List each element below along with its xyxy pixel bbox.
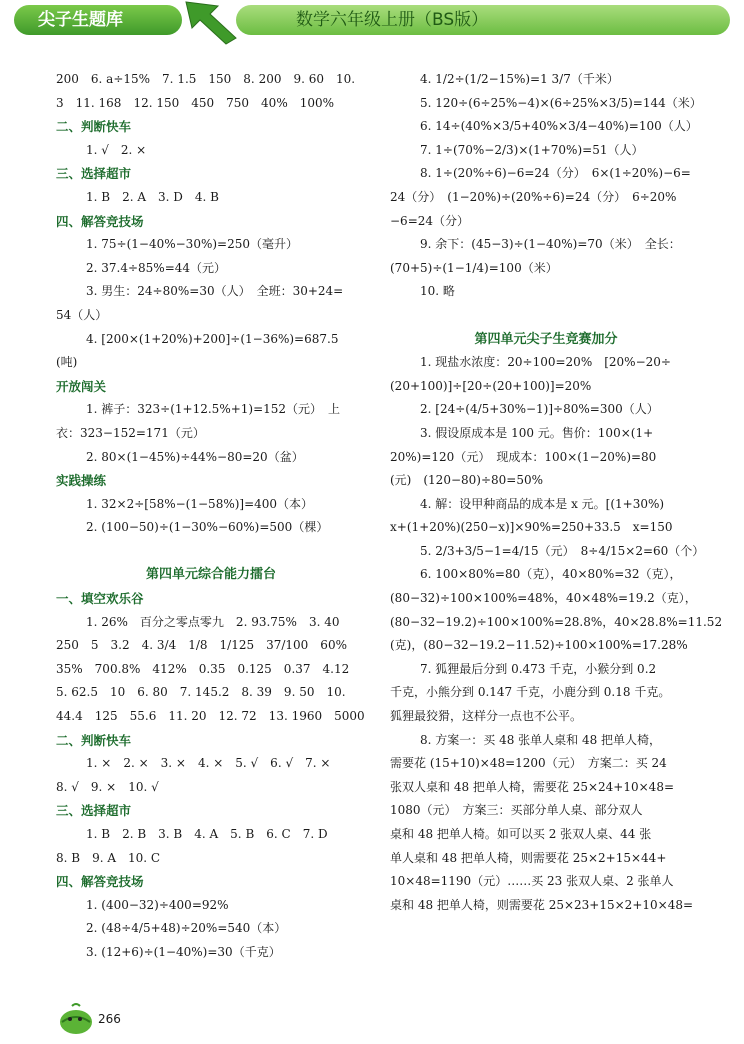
answer-line: 24（分） (1−20%)÷(20%÷6)=24（分） 6÷20% xyxy=(390,189,677,204)
left-column xyxy=(56,68,366,965)
section-heading: 四、解答竞技场 xyxy=(56,213,144,229)
answer-line: 1. 75÷(1−40%−30%)=250（毫升） xyxy=(86,237,298,252)
answer-line: 200 6. a÷15% 7. 1.5 150 8. 200 9. 60 10. xyxy=(56,72,356,86)
answer-line: 1. √ 2. × xyxy=(86,142,147,157)
answer-line: (80−32)÷100×100%=48%，40×48%=19.2（克）， xyxy=(390,591,697,606)
answer-line: 桌和 48 把单人椅，则需要花 25×23+15×2+10×48= xyxy=(390,897,694,912)
section-heading: 实践操练 xyxy=(56,473,107,489)
answer-line: 5. 2/3+3/5−1=4/15（元） 8÷4/15×2=60（个） xyxy=(420,543,705,558)
answer-line: 3. 男生：24÷80%=30（人） 全班：30+24= xyxy=(86,284,344,299)
answer-line: 6. 100×80%=80（克），40×80%=32（克）， xyxy=(420,567,682,582)
answer-line: 4. 1/2÷(1/2−15%)=1 3/7（千米） xyxy=(420,72,619,86)
unit-title: 第四单元综合能力擂台 xyxy=(145,567,276,583)
answer-line: 单人桌和 48 把单人椅，则需要花 25×2+15×44+ xyxy=(390,850,667,865)
answer-line: 3 11. 168 12. 150 450 750 40% 100% xyxy=(56,95,335,110)
section-heading: 三、选择超市 xyxy=(56,166,132,182)
answer-line: 需要花 (15+10)×48=1200（元） 方案二：买 24 xyxy=(390,756,667,771)
answer-line: 7. 狐狸最后分到 0.473 千克，小猴分到 0.2 xyxy=(420,661,657,676)
answer-line: 千克，小熊分到 0.147 千克，小鹿分到 0.18 千克。 xyxy=(390,685,671,700)
section-heading: 二、判断快车 xyxy=(56,119,132,135)
answer-line: (20+100)]÷[20÷(20+100)]=20% xyxy=(390,378,592,393)
answer-line: 1. (400−32)÷400=92% xyxy=(86,897,229,912)
unit-title: 第四单元尖子生竞赛加分 xyxy=(474,331,618,347)
section-heading: 四、解答竞技场 xyxy=(56,874,144,890)
answer-line: 8. B 9. A 10. C xyxy=(56,850,161,865)
answer-line: 1. × 2. × 3. × 4. × 5. √ 6. √ 7. × xyxy=(86,756,331,771)
answer-line: 2. 37.4÷85%=44（元） xyxy=(86,260,227,275)
answer-line: 5. 120÷(6÷25%−4)×(6÷25%×3/5)=144（米） xyxy=(420,95,702,110)
series-title: 尖子生题库 xyxy=(14,5,182,35)
answer-line: 4. 解：设甲种商品的成本是 x 元。[(1+30%) xyxy=(420,496,665,511)
answer-line: 2. (100−50)÷(1−30%−60%)=500（棵） xyxy=(86,520,329,535)
section-heading: 三、选择超市 xyxy=(56,803,132,819)
answer-line: 1. 32×2÷[58%−(1−58%)]=400（本） xyxy=(86,496,314,511)
answer-line: 10. 略 xyxy=(420,284,455,299)
answer-line: 35% 700.8% 412% 0.35 0.125 0.37 4.12 xyxy=(56,661,350,676)
answer-line: (80−32−19.2)÷100×100%=28.8%，40×28.8%=11.52 xyxy=(390,614,723,629)
answer-line: 3. 假设原成本是 100 元。售价：100×(1+ xyxy=(420,425,654,440)
section-heading: 一、填空欢乐谷 xyxy=(56,591,144,607)
green-arrow-icon xyxy=(178,0,240,46)
page-header xyxy=(0,0,744,46)
section-heading: 开放闯关 xyxy=(56,378,107,394)
answer-line: 4. [200×(1+20%)+200]÷(1−36%)=687.5 xyxy=(86,331,339,346)
answer-line: 衣：323−152=171（元） xyxy=(56,425,205,440)
answer-line: x+(1+20%)(250−x)]×90%=250+33.5 x=150 xyxy=(390,520,673,535)
spacer xyxy=(56,540,366,564)
answer-line: 1. B 2. B 3. B 4. A 5. B 6. C 7. D xyxy=(86,827,328,841)
answer-line: 8. 1÷(20%÷6)−6=24（分） 6×(1÷20%)−6= xyxy=(420,166,691,181)
answer-line: 2. (48÷4/5+48)÷20%=540（本） xyxy=(86,921,287,936)
answer-line: 1. 裤子：323÷(1+12.5%+1)=152（元） 上 xyxy=(86,402,341,417)
answer-line: 2. [24÷(4/5+30%−1)]÷80%=300（人） xyxy=(420,402,659,417)
book-title: 数学六年级上册（BS版） xyxy=(236,5,730,35)
answer-line: 20%)=120（元） 现成本：100×(1−20%)=80 xyxy=(390,449,657,464)
answer-line: (元) (120−80)÷80=50% xyxy=(390,473,544,488)
answer-line: 3. (12+6)÷(1−40%)=30（千克） xyxy=(86,944,281,959)
answer-line: 10×48=1190（元）……买 23 张双人桌、2 张单人 xyxy=(390,874,674,889)
answer-line: (70+5)÷(1−1/4)=100（米） xyxy=(390,260,558,275)
green-melon-mascot-icon xyxy=(58,1002,98,1036)
answer-line: 1080（元） 方案三：买部分单人桌、部分双人 xyxy=(390,803,643,818)
right-column xyxy=(390,68,723,917)
answer-line: 7. 1÷(70%−2/3)×(1+70%)=51（人） xyxy=(420,142,644,157)
answer-line: 张双人桌和 48 把单人椅，需要花 25×24+10×48= xyxy=(390,779,675,794)
answer-line: 250 5 3.2 4. 3/4 1/8 1/125 37/100 60% xyxy=(56,638,347,653)
section-heading: 二、判断快车 xyxy=(56,732,132,748)
page-number: 266 xyxy=(98,1012,121,1026)
answer-line: 1. 现盐水浓度：20÷100=20% [20%−20÷ xyxy=(420,355,671,370)
answer-line: 6. 14÷(40%×3/5+40%×3/4−40%)=100（人） xyxy=(420,119,698,134)
answer-line: (克)，(80−32−19.2−11.52)÷100×100%=17.28% xyxy=(390,638,688,653)
answer-line: −6=24（分） xyxy=(390,213,470,228)
answer-line: 8. 方案一：买 48 张单人桌和 48 把单人椅， xyxy=(420,732,662,747)
answer-line: 44.4 125 55.6 11. 20 12. 72 13. 1960 5000 xyxy=(56,709,365,724)
answer-line: 1. 26% 百分之零点零九 2. 93.75% 3. 40 xyxy=(86,614,340,629)
answer-line: 5. 62.5 10 6. 80 7. 145.2 8. 39 9. 50 10. xyxy=(56,685,346,700)
answer-line: 9. 余下：(45−3)÷(1−40%)=70（米） 全长： xyxy=(420,237,681,252)
answer-line: 8. √ 9. × 10. √ xyxy=(56,779,159,794)
answer-line: 2. 80×(1−45%)÷44%−80=20（盆） xyxy=(86,449,304,464)
answer-line: 1. B 2. A 3. D 4. B xyxy=(86,189,219,204)
spacer xyxy=(390,304,702,328)
answer-line: 桌和 48 把单人椅。如可以买 2 张双人桌、44 张 xyxy=(390,827,652,841)
answer-line: (吨) xyxy=(56,355,78,370)
answer-line: 54（人） xyxy=(56,307,108,322)
answer-line: 狐狸最狡猾，这样分一点也不公平。 xyxy=(390,709,583,724)
